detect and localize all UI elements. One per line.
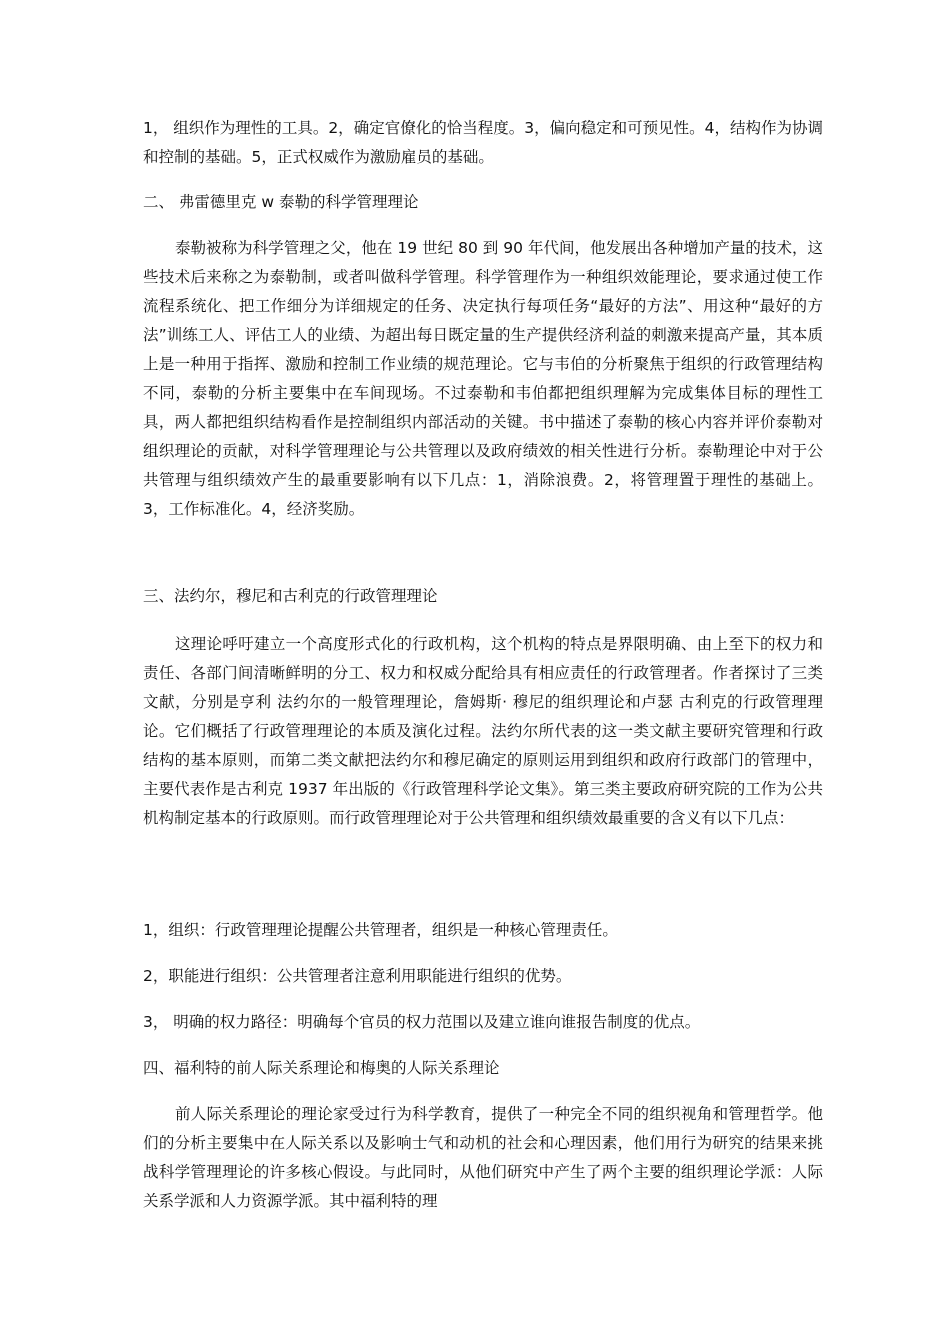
list-item-3: 3， 明确的权力路径：明确每个官员的权力范围以及建立谁向谁报告制度的优点。 — [143, 1013, 701, 1031]
list-item-2: 2，职能进行组织：公共管理者注意利用职能进行组织的优势。 — [143, 967, 572, 985]
paragraph-fayol: 这理论呼吁建立一个高度形式化的行政机构，这个机构的特点是界限明确、由上至下的权力和责任、各部门间清晰鲜明的分工、权力和权威分配给具有相应责任的行政管理者。作者探讨了三类文献，分别是亨利 法约尔的一般管理理论，詹姆斯· 穆尼的组织理论和卢瑟 古利克的行政管理理论。它们概括了行政管理理论的本质及演化过程。法约尔所代表的这一类文献主要研究管理和行政结构的基本原则，而第二类文献把法约尔和穆尼确定的原则运用到组织和政府行政部门的管理中，主要代表作是古利克 1937 年出版的《行政管理科学论文集》。第三类主要政府研究院的工作为公共机构制定基本的行政原则。而行政管理理论对于公共管理和组织绩效最重要的含义有以下几点： — [143, 635, 823, 827]
list-item-1: 1，组织：行政管理理论提醒公共管理者，组织是一种核心管理责任。 — [143, 921, 618, 939]
heading-follett-mayo: 四、福利特的前人际关系理论和梅奥的人际关系理论 — [143, 1059, 500, 1077]
paragraph-human-relations: 前人际关系理论的理论家受过行为科学教育，提供了一种完全不同的组织视角和管理哲学。他们的分析主要集中在人际关系以及影响士气和动机的社会和心理因素，他们用行为研究的结果来挑战科学管理理论的许多核心假设。与此同时，从他们研究中产生了两个主要的组织理论学派：人际关系学派和人力资源学派。其中福利特的理 — [143, 1105, 823, 1210]
paragraph-bureaucracy-points: 1， 组织作为理性的工具。2，确定官僚化的恰当程度。3，偏向稳定和可预见性。4，结构作为协调和控制的基础。5，正式权威作为激励雇员的基础。 — [143, 119, 823, 166]
heading-fayol: 三、法约尔，穆尼和古利克的行政管理理论 — [143, 587, 438, 605]
paragraph-taylor: 泰勒被称为科学管理之父，他在 19 世纪 80 到 90 年代间，他发展出各种增加产量的技术，这些技术后来称之为泰勒制，或者叫做科学管理。科学管理作为一种组织效能理论，要求通过使工作流程系统化、把工作细分为详细规定的任务、决定执行每项任务“最好的方法”、用这种“最好的方法”训练工人、评估工人的业绩、为超出每日既定量的生产提供经济利益的刺激来提高产量，其本质上是一种用于指挥、激励和控制工作业绩的规范理论。它与韦伯的分析聚焦于组织的行政管理结构不同，泰勒的分析主要集中在车间现场。不过泰勒和韦伯都把组织理解为完成集体目标的理性工具，两人都把组织结构看作是控制组织内部活动的关键。书中描述了泰勒的核心内容并评价泰勒对组织理论的贡献，对科学管理理论与公共管理以及政府绩效的相关性进行分析。泰勒理论中对于公共管理与组织绩效产生的最重要影响有以下几点：1，消除浪费。2，将管理置于理性的基础上。3，工作标准化。4，经济奖励。 — [143, 239, 823, 518]
heading-taylor: 二、 弗雷德里克 w 泰勒的科学管理理论 — [143, 193, 419, 211]
